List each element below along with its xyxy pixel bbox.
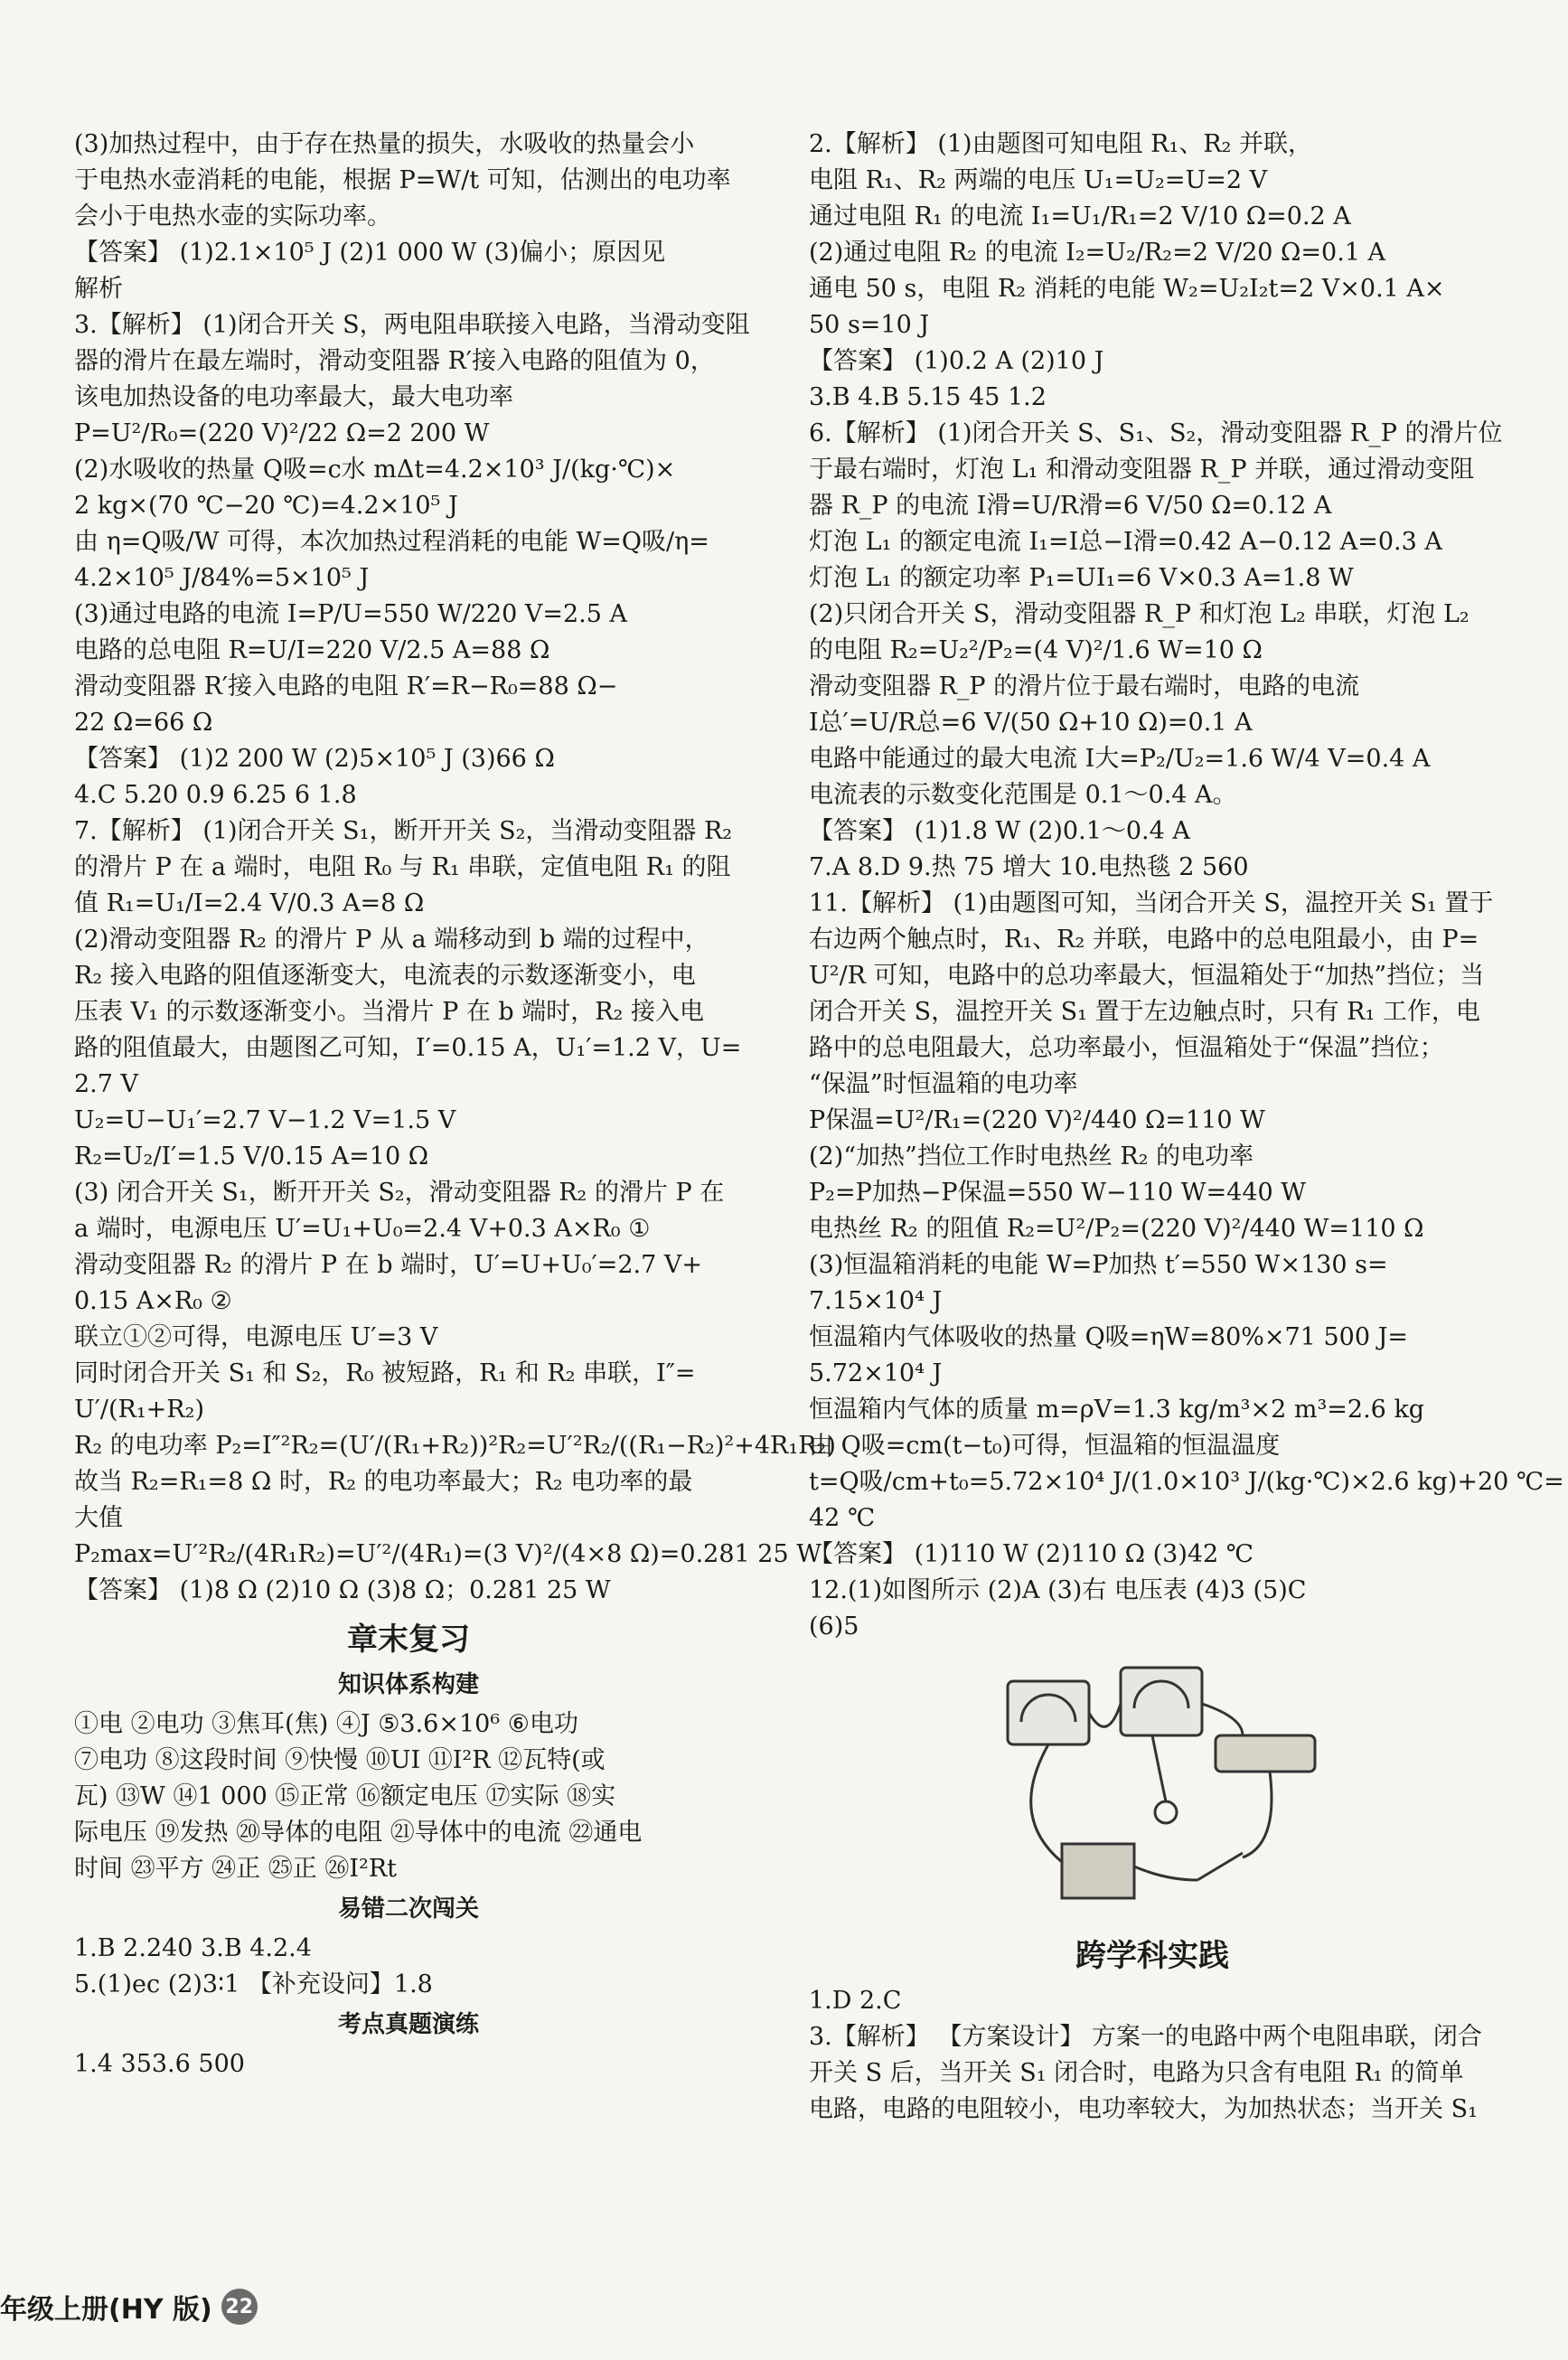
answer-line: P₂=P加热−P保温=550 W−110 W=440 W	[809, 1179, 1307, 1207]
answer-line: 5.(1)ec (2)3∶1 【补充设问】1.8	[74, 1970, 433, 1998]
answer-line: (3)恒温箱消耗的电能 W=P加热 t′=550 W×130 s=	[809, 1251, 1388, 1279]
answer-line: “保温”时恒温箱的电功率	[809, 1070, 1078, 1098]
interdisciplinary-answers	[809, 1983, 1496, 2128]
answer-line: 滑动变阻器 R′接入电路的电阻 R′=R−R₀=88 Ω−	[74, 672, 618, 700]
answer-line: 【答案】 (1)2.1×10⁵ J (2)1 000 W (3)偏小；原因见	[74, 239, 666, 267]
answer-line: 器 R_P 的电流 I滑=U/R滑=6 V/50 Ω=0.12 A	[809, 492, 1332, 520]
answer-line: 会小于电热水壶的实际功率。	[74, 202, 391, 230]
exam-practice-answers	[74, 2046, 743, 2083]
answer-line: 2 kg×(70 ℃−20 ℃)=4.2×10⁵ J	[74, 492, 458, 520]
answer-line: 50 s=10 J	[809, 311, 930, 339]
answer-line: 【答案】 (1)2 200 W (2)5×10⁵ J (3)66 Ω	[74, 745, 555, 773]
answer-line: 2.7 V	[74, 1070, 139, 1098]
answer-line: R₂ 的电功率 P₂=I″²R₂=(U′/(R₁+R₂))²R₂=U′²R₂/((R₁−R₂)²+4R₁R₂)	[74, 1432, 836, 1460]
answer-line: 6.【解析】 (1)闭合开关 S、S₁、S₂，滑动变阻器 R_P 的滑片位	[809, 419, 1503, 447]
answer-line: 右边两个触点时，R₁、R₂ 并联，电路中的总电阻最小，由 P=	[809, 926, 1479, 954]
answer-line: 灯泡 L₁ 的额定功率 P₁=UI₁=6 V×0.3 A=1.8 W	[809, 564, 1354, 592]
answer-line: 于最右端时，灯泡 L₁ 和滑动变阻器 R_P 并联，通过滑动变阻	[809, 456, 1475, 484]
answer-line: 4.2×10⁵ J/84%=5×10⁵ J	[74, 564, 370, 592]
right-answers-block	[809, 127, 1564, 1645]
answer-line: (2)通过电阻 R₂ 的电流 I₂=U₂/R₂=2 V/20 Ω=0.1 A	[809, 239, 1386, 267]
knowledge-line: ①电 ②电功 ③焦耳(焦) ④J ⑤3.6×10⁶ ⑥电功	[74, 1710, 578, 1738]
answer-line: 通过电阻 R₁ 的电流 I₁=U₁/R₁=2 V/10 Ω=0.2 A	[809, 202, 1351, 230]
answer-line: (2)只闭合开关 S，滑动变阻器 R_P 和灯泡 L₂ 串联，灯泡 L₂	[809, 600, 1469, 628]
answer-line: 由 η=Q吸/W 可得，本次加热过程消耗的电能 W=Q吸/η=	[74, 528, 709, 556]
page-number-badge: 22	[221, 2289, 258, 2325]
footer-grade-text: 年级上册(HY 版)	[0, 2294, 212, 2326]
answer-line: 7.15×10⁴ J	[809, 1287, 943, 1315]
answer-line: 的滑片 P 在 a 端时，电阻 R₀ 与 R₁ 串联，定值电阻 R₁ 的阻	[74, 853, 731, 881]
knowledge-line: 时间 ㉓平方 ㉔正 ㉕正 ㉖I²Rt	[74, 1855, 397, 1883]
answer-line: 1.4 353.6 500	[74, 2050, 245, 2078]
answer-line: 【答案】 (1)1.8 W (2)0.1～0.4 A	[809, 817, 1190, 845]
circuit-figure	[972, 1663, 1333, 1925]
answer-line: 值 R₁=U₁/I=2.4 V/0.3 A=8 Ω	[74, 889, 425, 917]
answer-line: 3.【解析】 【方案设计】 方案一的电路中两个电阻串联，闭合	[809, 2023, 1482, 2051]
right-column	[809, 127, 1564, 2128]
section-title-review: 章末复习	[347, 1622, 470, 1658]
answer-line: 电流表的示数变化范围是 0.1～0.4 A。	[809, 781, 1237, 809]
answer-line: 5.72×10⁴ J	[809, 1359, 943, 1387]
answer-line: (3) 闭合开关 S₁，断开开关 S₂，滑动变阻器 R₂ 的滑片 P 在	[74, 1179, 725, 1207]
answer-line: 0.15 A×R₀ ②	[74, 1287, 232, 1315]
answer-line: 【答案】 (1)8 Ω (2)10 Ω (3)8 Ω；0.281 25 W	[74, 1576, 611, 1604]
answer-line: 滑动变阻器 R_P 的滑片位于最右端时，电路的电流	[809, 672, 1360, 700]
answer-line: 路中的总电阻最大，总功率最小，恒温箱处于“保温”挡位；	[809, 1034, 1444, 1062]
answer-line: t=Q吸/cm+t₀=5.72×10⁴ J/(1.0×10³ J/(kg·℃)×2.6 kg)+20 ℃=	[809, 1468, 1564, 1496]
answer-line: (3)通过电路的电流 I=P/U=550 W/220 V=2.5 A	[74, 600, 627, 628]
answer-line: 闭合开关 S，温控开关 S₁ 置于左边触点时，只有 R₁ 工作，电	[809, 998, 1480, 1026]
knowledge-system-list	[74, 1707, 743, 1887]
answer-line: P保温=U²/R₁=(220 V)²/440 Ω=110 W	[809, 1106, 1265, 1134]
answer-line: I总′=U/R总=6 V/(50 Ω+10 Ω)=0.1 A	[809, 709, 1253, 737]
answer-line: U′/(R₁+R₂)	[74, 1396, 204, 1424]
answer-line: 该电加热设备的电功率最大，最大电功率	[74, 383, 513, 411]
answer-line: 1.B 2.240 3.B 4.2.4	[74, 1934, 312, 1962]
answer-line: 3.B 4.B 5.15 45 1.2	[809, 383, 1047, 411]
answer-line: 滑动变阻器 R₂ 的滑片 P 在 b 端时，U′=U+U₀′=2.7 V+	[74, 1251, 702, 1279]
answer-line: 故当 R₂=R₁=8 Ω 时，R₂ 的电功率最大；R₂ 电功率的最	[74, 1468, 693, 1496]
subheading-exam-practice: 考点真题演练	[337, 2011, 479, 2038]
answer-line: 通电 50 s，电阻 R₂ 消耗的电能 W₂=U₂I₂t=2 V×0.1 A×	[809, 275, 1445, 303]
answer-line: 联立①②可得，电源电压 U′=3 V	[74, 1323, 438, 1351]
answer-line: 2.【解析】 (1)由题图可知电阻 R₁、R₂ 并联，	[809, 130, 1313, 158]
answer-line: 电路的总电阻 R=U/I=220 V/2.5 A=88 Ω	[74, 636, 550, 664]
answer-line: 器的滑片在最左端时，滑动变阻器 R′接入电路的阻值为 0，	[74, 347, 715, 375]
answer-line: 电路中能通过的最大电流 I大=P₂/U₂=1.6 W/4 V=0.4 A	[809, 745, 1431, 773]
answer-line: 【答案】 (1)0.2 A (2)10 J	[809, 347, 1104, 375]
answer-line: 3.【解析】 (1)闭合开关 S，两电阻串联接入电路，当滑动变阻	[74, 311, 750, 339]
left-column	[74, 127, 836, 2083]
subheading-error-retry: 易错二次闯关	[337, 1895, 479, 1923]
answer-line: (2)滑动变阻器 R₂ 的滑片 P 从 a 端移动到 b 端的过程中，	[74, 926, 709, 954]
answer-line: 12.(1)如图所示 (2)A (3)右 电压表 (4)3 (5)C	[809, 1576, 1307, 1604]
subheading-knowledge-system: 知识体系构建	[337, 1671, 479, 1698]
answer-line: 开关 S 后，当开关 S₁ 闭合时，电路为只含有电阻 R₁ 的简单	[809, 2059, 1464, 2087]
answer-line: 灯泡 L₁ 的额定电流 I₁=I总−I滑=0.42 A−0.12 A=0.3 A	[809, 528, 1442, 556]
answer-line: 于电热水壶消耗的电能，根据 P=W/t 可知，估测出的电功率	[74, 166, 731, 194]
answer-line: 电阻 R₁、R₂ 两端的电压 U₁=U₂=U=2 V	[809, 166, 1268, 194]
answer-line: 【答案】 (1)110 W (2)110 Ω (3)42 ℃	[809, 1540, 1253, 1568]
answer-line: P₂max=U′²R₂/(4R₁R₂)=U′²/(4R₁)=(3 V)²/(4×8 Ω)=0.281 25 W	[74, 1540, 822, 1568]
knowledge-line: 瓦) ⑬W ⑭1 000 ⑮正常 ⑯额定电压 ⑰实际 ⑱实	[74, 1782, 616, 1810]
page-footer	[0, 2287, 258, 2327]
answer-line: (3)加热过程中，由于存在热量的损失，水吸收的热量会小	[74, 130, 695, 158]
answer-line: 的电阻 R₂=U₂²/P₂=(4 V)²/1.6 W=10 Ω	[809, 636, 1263, 664]
answer-line: 42 ℃	[809, 1504, 876, 1532]
answer-line: 大值	[74, 1504, 123, 1532]
section-title-interdisciplinary: 跨学科实践	[1075, 1938, 1229, 1974]
answer-line: 同时闭合开关 S₁ 和 S₂，R₀ 被短路，R₁ 和 R₂ 串联，I″=	[74, 1359, 696, 1387]
answer-line: P=U²/R₀=(220 V)²/22 Ω=2 200 W	[74, 419, 490, 447]
answer-line: 7.A 8.D 9.热 75 增大 10.电热毯 2 560	[809, 853, 1249, 881]
answer-line: R₂=U₂/I′=1.5 V/0.15 A=10 Ω	[74, 1142, 429, 1171]
answer-line: R₂ 接入电路的阻值逐渐变大，电流表的示数逐渐变小，电	[74, 962, 696, 990]
answer-line: 4.C 5.20 0.9 6.25 6 1.8	[74, 781, 357, 809]
answer-line: (2)“加热”挡位工作时电热丝 R₂ 的电功率	[809, 1142, 1254, 1171]
knowledge-line: ⑦电功 ⑧这段时间 ⑨快慢 ⑩UI ⑪I²R ⑫瓦特(或	[74, 1746, 606, 1774]
answer-line: 由 Q吸=cm(t−t₀)可得，恒温箱的恒温温度	[809, 1432, 1281, 1460]
answer-line: (6)5	[809, 1613, 859, 1641]
answer-line: U₂=U−U₁′=2.7 V−1.2 V=1.5 V	[74, 1106, 456, 1134]
answer-line: 恒温箱内气体吸收的热量 Q吸=ηW=80%×71 500 J=	[809, 1323, 1409, 1351]
answer-line: 7.【解析】 (1)闭合开关 S₁，断开开关 S₂，当滑动变阻器 R₂	[74, 817, 733, 845]
answer-line: 电路，电路的电阻较小，电功率较大，为加热状态；当开关 S₁	[809, 2095, 1478, 2123]
error-retry-answers	[74, 1931, 743, 2003]
answer-line: 恒温箱内气体的质量 m=ρV=1.3 kg/m³×2 m³=2.6 kg	[809, 1396, 1425, 1424]
answer-line: 解析	[74, 275, 123, 303]
answer-line: 11.【解析】 (1)由题图可知，当闭合开关 S，温控开关 S₁ 置于	[809, 889, 1494, 917]
answer-line: 22 Ω=66 Ω	[74, 709, 213, 737]
knowledge-line: 际电压 ⑲发热 ⑳导体的电阻 ㉑导体中的电流 ㉒通电	[74, 1819, 643, 1847]
answer-line: 压表 V₁ 的示数逐渐变小。当滑片 P 在 b 端时，R₂ 接入电	[74, 998, 705, 1026]
answer-line: 路的阻值最大，由题图乙可知，I′=0.15 A，U₁′=1.2 V，U=	[74, 1034, 742, 1062]
answer-line: U²/R 可知，电路中的总功率最大，恒温箱处于“加热”挡位；当	[809, 962, 1485, 990]
answer-line: 1.D 2.C	[809, 1987, 902, 2015]
answer-line: a 端时，电源电压 U′=U₁+U₀=2.4 V+0.3 A×R₀ ①	[74, 1215, 651, 1243]
left-answers-block	[74, 127, 836, 1609]
answer-line: (2)水吸收的热量 Q吸=c水 mΔt=4.2×10³ J/(kg·℃)×	[74, 456, 676, 484]
answer-line: 电热丝 R₂ 的阻值 R₂=U²/P₂=(220 V)²/440 W=110 Ω	[809, 1215, 1424, 1243]
